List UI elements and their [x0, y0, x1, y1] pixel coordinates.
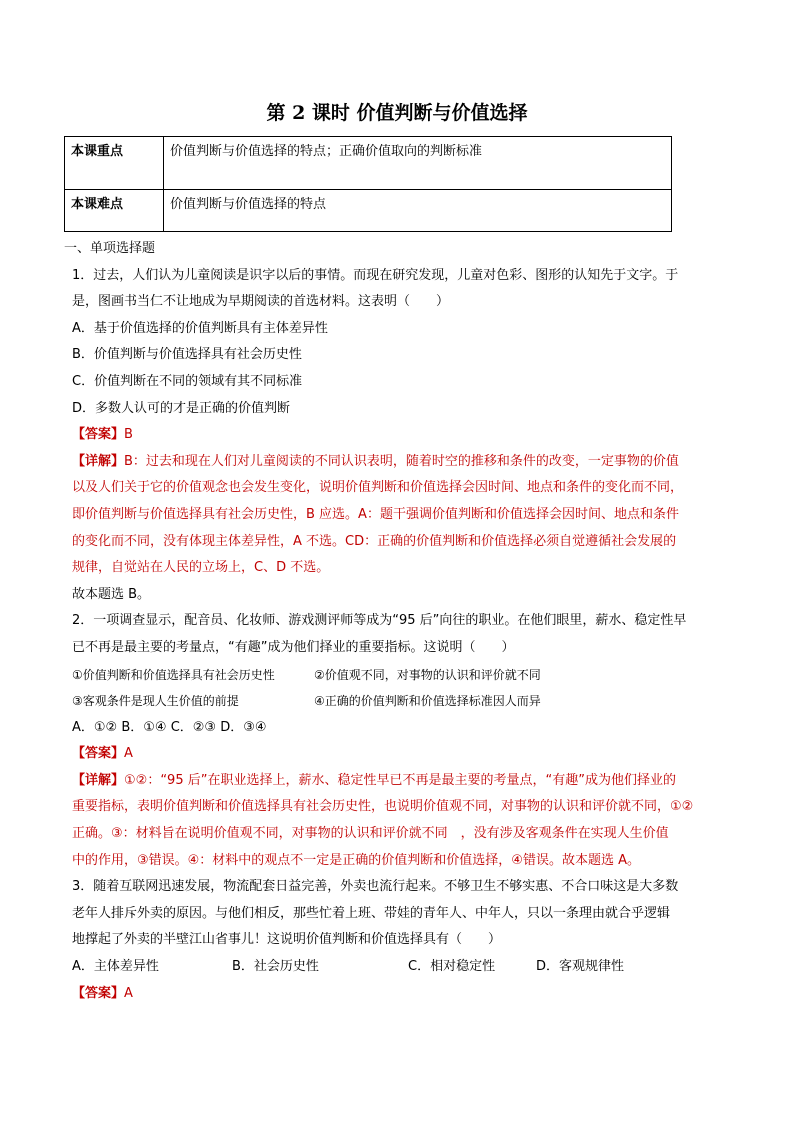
option-c: C．相对稳定性: [408, 959, 496, 975]
detail-label: 【详解】: [72, 453, 125, 469]
statement-4: ④正确的价值判断和价值选择标准因人而异: [314, 694, 541, 709]
question-stem: 1．过去，人们认为儿童阅读是识字以后的事情。而现在研究发现，儿童对色彩、图形的认知先于文字。于: [72, 267, 679, 283]
options-line: [72, 954, 726, 981]
statement-line: [72, 688, 726, 715]
table-row: [65, 190, 672, 232]
table-row: [65, 137, 672, 190]
page-title: 第 2 课时 价值判断与价值选择: [266, 102, 528, 124]
answer-label: 【答案】: [72, 985, 125, 1001]
detail-label: 【详解】: [72, 772, 125, 788]
question-stem: 地撑起了外卖的半壁江山省事儿！这说明价值判断和价值选择具有（ ）: [72, 932, 502, 948]
detail-line: [72, 768, 726, 795]
option-b: B．社会历史性: [232, 959, 319, 975]
detail-line: [72, 449, 726, 476]
section-heading: 一、单项选择题: [64, 241, 156, 256]
statement-2: ②价值观不同，对事物的认识和评价就不同: [314, 667, 541, 682]
detail-line: 的变化而不同，没有体现主体差异性，A 不选。CD：正确的价值判断和价值选择必须自觉遵循社会发展的: [72, 533, 677, 549]
row-label: 本课难点: [65, 190, 164, 232]
detail-line: 中的作用，③错误。④：材料中的观点不一定是正确的价值判断和价值选择，④错误。故本题选 A。: [72, 852, 640, 868]
question-stem: 已不再是最主要的考量点，“有趣”成为他们择业的重要指标。这说明（ ）: [72, 639, 515, 655]
detail-line: 重要指标，表明价值判断和价值选择具有社会历史性，也说明价值观不同，对事物的认识和评价就不同，①②: [72, 799, 694, 815]
option-a: A．基于价值选择的价值判断具有主体差异性: [72, 320, 328, 336]
detail-text: B：过去和现在人们对儿童阅读的不同认识表明，随着时空的推移和条件的改变，一定事物的价值: [124, 453, 679, 469]
option-c: C．价值判断在不同的领域有其不同标准: [72, 373, 303, 389]
option-d: D．客观规律性: [536, 959, 625, 975]
answer-value: A: [124, 746, 133, 762]
statement-line: [72, 662, 726, 689]
answer-line: [72, 741, 726, 768]
detail-line: 以及人们关于它的价值观念也会发生变化，说明价值判断和价值选择会因时间、地点和条件的变化而不同，: [72, 480, 684, 496]
question-stem: 2．一项调查显示，配音员、化妆师、游戏测评师等成为“95 后”向往的职业。在他们眼里，薪水、稳定性早: [72, 613, 687, 629]
statement-1: ①价值判断和价值选择具有社会历史性: [72, 667, 275, 682]
conclusion-line: 故本题选 B。: [72, 586, 151, 602]
question-stem: 3．随着互联网迅速发展，物流配套日益完善，外卖也流行起来。不够卫生不够实惠、不合口味这是大多数: [72, 879, 679, 895]
question-stem: 老年人排斥外卖的原因。与他们相反，那些忙着上班、带娃的青年人、中年人，只以一条理由就合乎逻辑: [72, 905, 671, 921]
answer-line: [72, 422, 726, 449]
answer-value: B: [124, 427, 133, 443]
row-text: 价值判断与价值选择的特点；正确价值取向的判断标准: [164, 137, 672, 190]
statement-3: ③客观条件是现人生价值的前提: [72, 694, 239, 709]
answer-line: [72, 981, 726, 1008]
answer-label: 【答案】: [72, 427, 125, 443]
question-content: [64, 236, 726, 1007]
row-label: 本课重点: [65, 137, 164, 190]
options-line: A．①② B．①④ C．②③ D．③④: [72, 719, 267, 735]
detail-line: 正确。③：材料旨在说明价值观不同，对事物的认识和评价就不同 ，没有涉及客观条件在实现人生价值: [72, 826, 669, 842]
detail-line: 规律，自觉站在人民的立场上，C、D 不选。: [72, 560, 330, 576]
row-text: 价值判断与价值选择的特点: [164, 190, 672, 232]
answer-label: 【答案】: [72, 746, 125, 762]
key-points-table: [64, 136, 672, 232]
question-stem: 是，图画书当仁不让地成为早期阅读的首选材料。这表明（ ）: [72, 294, 450, 310]
answer-value: A: [124, 985, 133, 1001]
option-b: B．价值判断与价值选择具有社会历史性: [72, 347, 302, 363]
detail-line: 即价值判断与价值选择具有社会历史性，B 应选。A：题干强调价值判断和价值选择会因时间、地点和条件: [72, 506, 679, 522]
option-d: D．多数人认可的才是正确的价值判断: [72, 400, 291, 416]
detail-text: ①②：“95 后”在职业选择上，薪水、稳定性早已不再是最主要的考量点，“有趣”成为他们择业的: [124, 772, 676, 788]
option-a: A．主体差异性: [72, 959, 159, 975]
